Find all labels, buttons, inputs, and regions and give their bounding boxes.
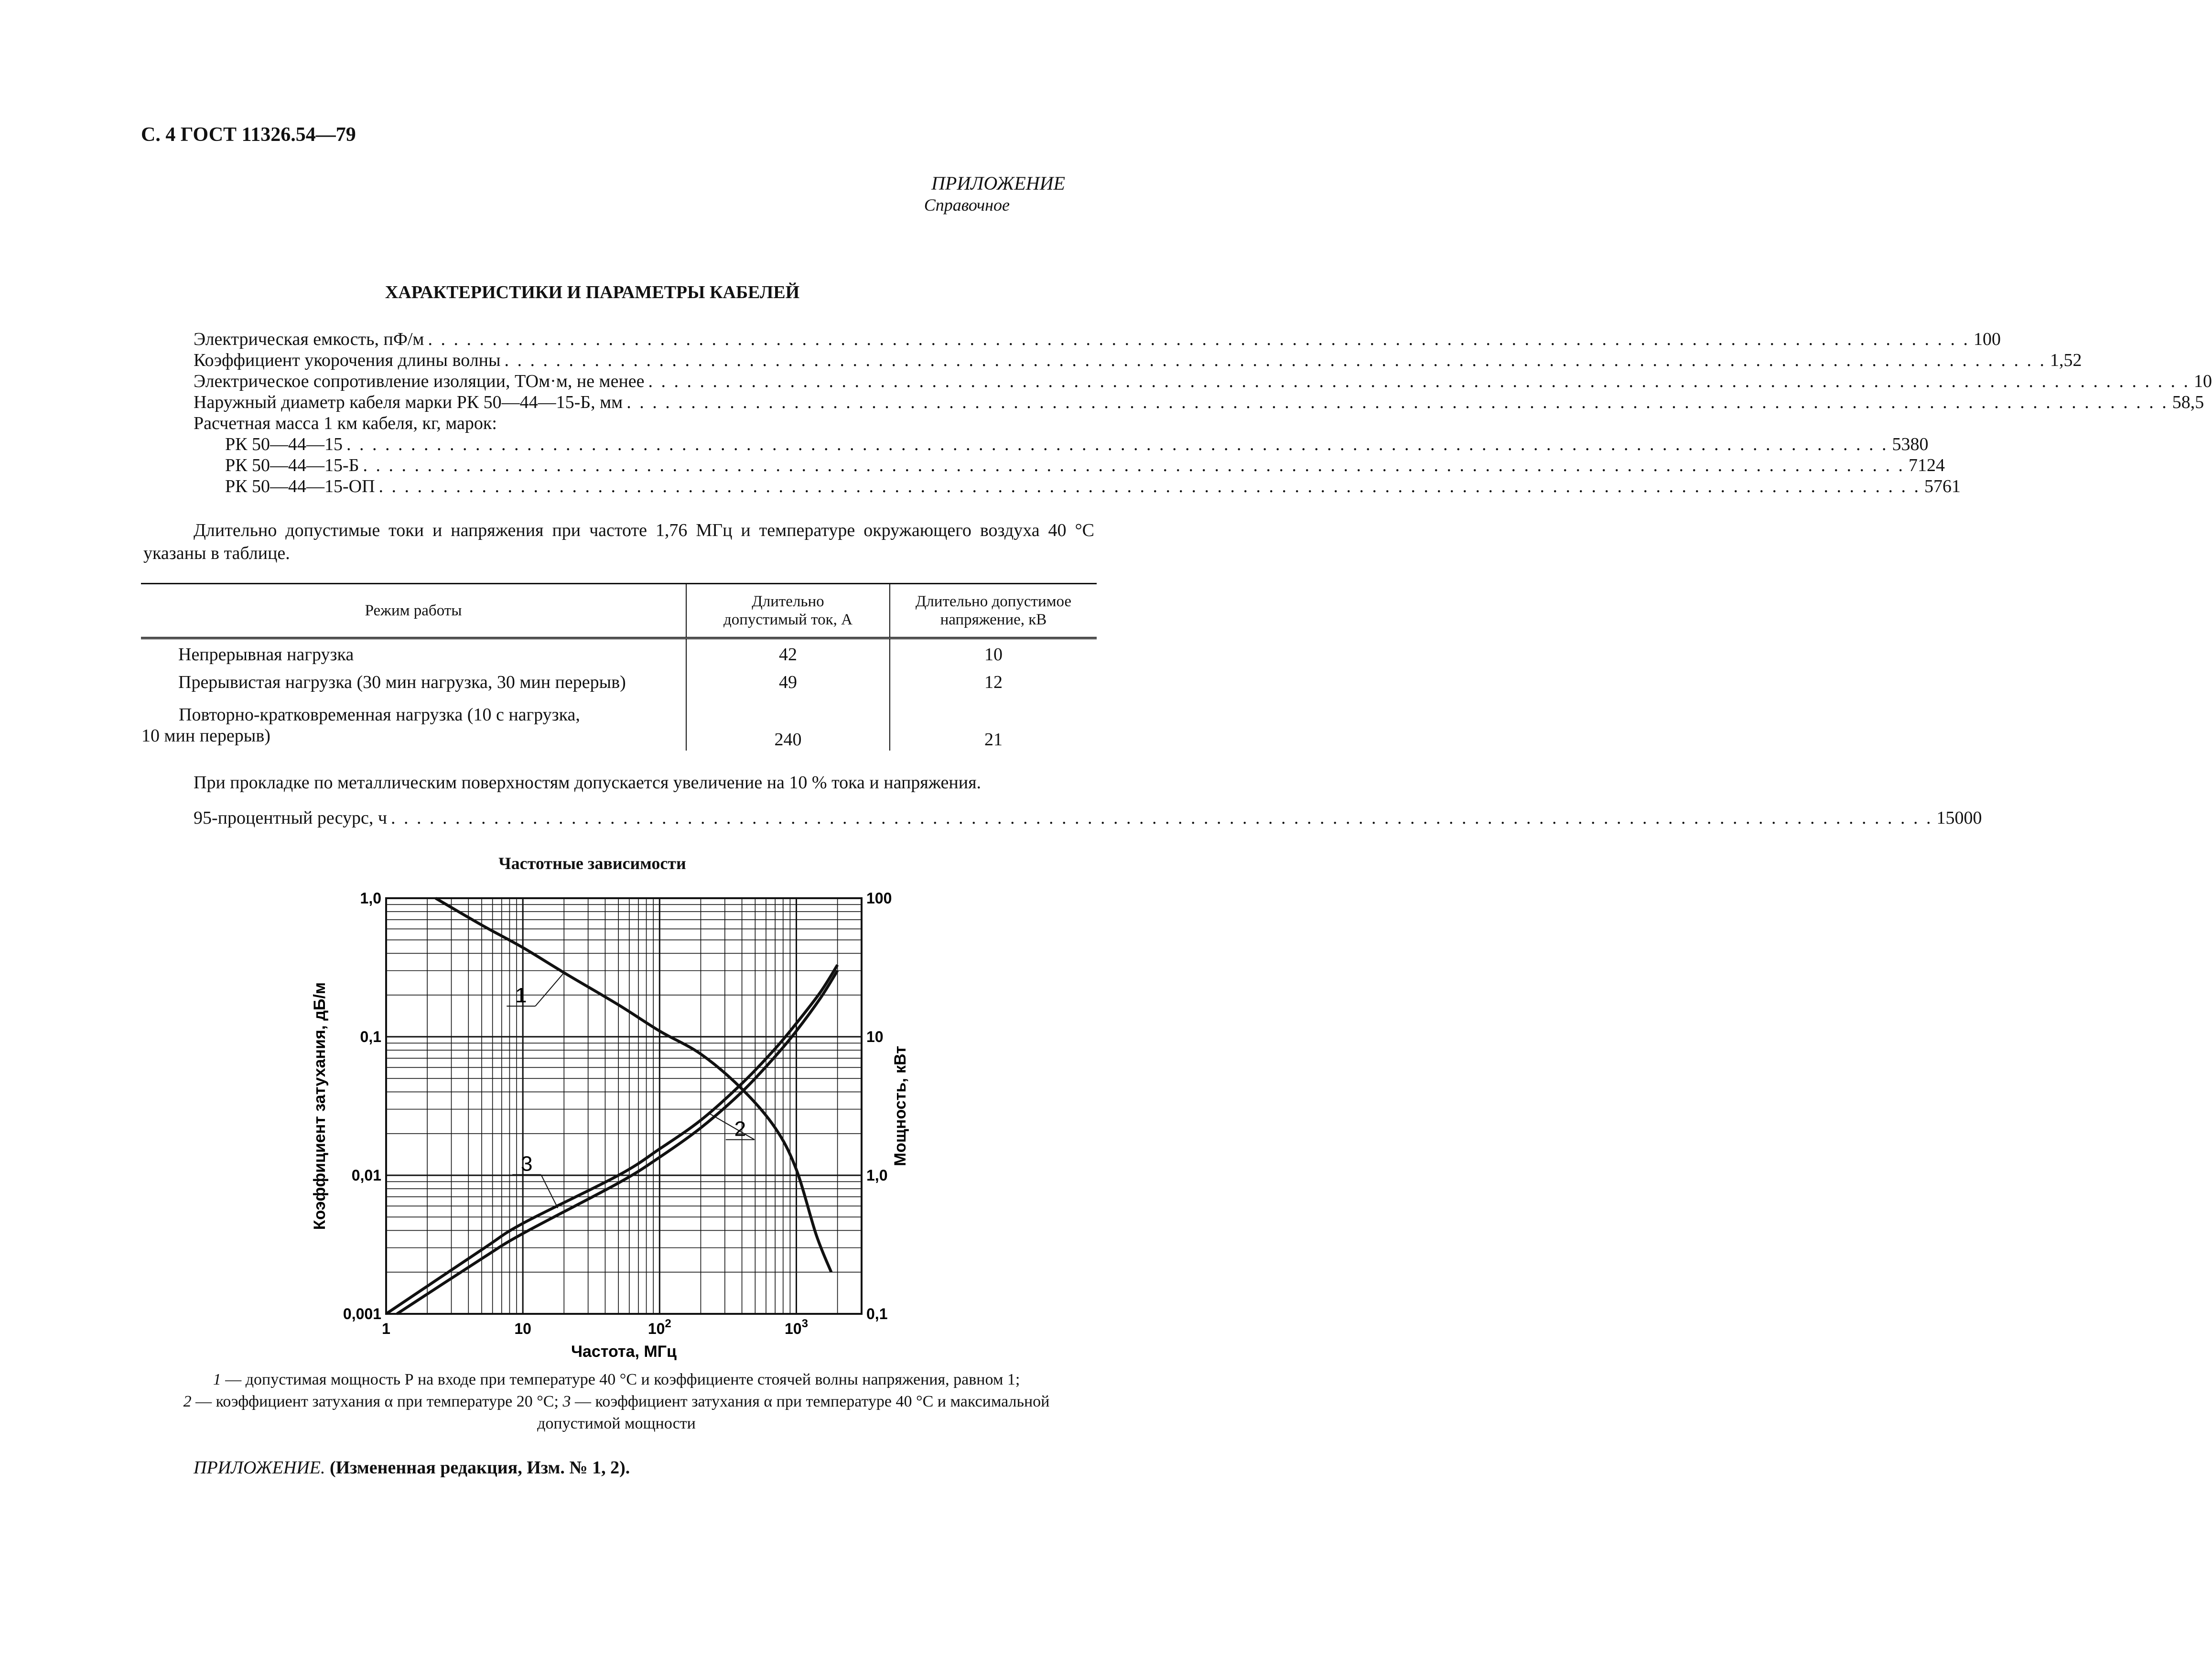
y-left-tick-label: 0,01 [351, 1167, 381, 1184]
x-tick-label: 10 [514, 1320, 531, 1337]
y-left-tick-label: 0,001 [343, 1305, 381, 1322]
y-axis-right-label: Мощность, кВт [891, 1046, 909, 1166]
y-left-tick-label: 0,1 [360, 1028, 381, 1045]
mass-label: РК 50—44—15-Б [225, 455, 359, 475]
footer-bold: (Измененная редакция, Изм. № 1, 2). [329, 1458, 630, 1478]
param-label: Электрическое сопротивление изоляции, ТОм·м, не менее [194, 371, 645, 391]
mass-label: РК 50—44—15 [225, 434, 343, 454]
x-tick-label: $10^3$ [784, 1317, 808, 1337]
series-1-label: 1 [515, 983, 527, 1007]
table-row: Непрерывная нагрузка 42 10 [141, 638, 1097, 672]
y-right-tick-label: 10 [866, 1028, 884, 1045]
series-3-label: 3 [520, 1152, 533, 1176]
frequency-chart [306, 874, 927, 1362]
chart-title: Частотные зависимости [498, 854, 686, 873]
appendix-type: Справочное [924, 195, 1010, 215]
resource-row: 95-процентный ресурс, ч . . . . . . . . . . . . . . . . . . . . . . . . . . . . . . . . . . . . . . . . . . . . . . . . . . . . . . . . . . . . . . . . . . . . . . . . . . . . . . . . . . . . . . . . . . . . . . . . . . . . . . . . . . . . . . . . . . . . . . . . 15000 [194, 808, 1982, 828]
x-tick-label: 1 [382, 1320, 390, 1337]
param-row: Электрическая емкость, пФ/м . . . . . . . . . . . . . . . . . . . . . . . . . . . . . . . . . . . . . . . . . . . . . . . . . . . . . . . . . . . . . . . . . . . . . . . . . . . . . . . . . . . . . . . . . . . . . . . . . . . . . . . . . . . . . . . . . . . . . . . . 100 [194, 329, 2001, 349]
y-right-tick-label: 100 [866, 890, 892, 907]
mass-heading: Расчетная масса 1 км кабеля, кг, марок: [194, 413, 497, 433]
table-row: Прерывистая нагрузка (30 мин нагрузка, 30 мин перерыв) 49 12 [141, 671, 1097, 704]
y-right-tick-label: 1,0 [866, 1167, 888, 1184]
leader-line [541, 1175, 558, 1208]
param-row: Электрическое сопротивление изоляции, ТОм·м, не менее . . . . . . . . . . . . . . . . . . . . . . . . . . . . . . . . . . . . . . . . . . . . . . . . . . . . . . . . . . . . . . . . . . . . . . . . . . . . . . . . . . . . . . . . . . . . . . . . . . . . . . . . . . . . . . . . . . . . . . . . 10 [194, 371, 2212, 391]
param-row: Наружный диаметр кабеля марки РК 50—44—15-Б, мм . . . . . . . . . . . . . . . . . . . . . . . . . . . . . . . . . . . . . . . . . . . . . . . . . . . . . . . . . . . . . . . . . . . . . . . . . . . . . . . . . . . . . . . . . . . . . . . . . . . . . . . . . . . . . . . . . . . . . . . . 58,5 [194, 392, 2204, 412]
currents-table [141, 583, 1097, 751]
mass-row: РК 50—44—15-ОП . . . . . . . . . . . . . . . . . . . . . . . . . . . . . . . . . . . . . . . . . . . . . . . . . . . . . . . . . . . . . . . . . . . . . . . . . . . . . . . . . . . . . . . . . . . . . . . . . . . . . . . . . . . . . . . . . . . . . . . . 5761 [194, 476, 939, 497]
param-row: Коэффициент укорочения длины волны . . . . . . . . . . . . . . . . . . . . . . . . . . . . . . . . . . . . . . . . . . . . . . . . . . . . . . . . . . . . . . . . . . . . . . . . . . . . . . . . . . . . . . . . . . . . . . . . . . . . . . . . . . . . . . . . . . . . . . . . 1,52 [194, 350, 2082, 370]
resource-value: 15000 [1936, 808, 1982, 828]
mass-value: 5380 [1892, 434, 1929, 454]
resource-label: 95-процентный ресурс, ч [194, 808, 387, 828]
page-header: С. 4 ГОСТ 11326.54—79 [141, 124, 356, 146]
series-2-label: 2 [734, 1117, 746, 1141]
param-value: 100 [1973, 329, 2001, 349]
footer-note [194, 1457, 630, 1478]
chart-grid [386, 898, 862, 1314]
param-label: Наружный диаметр кабеля марки РК 50—44—15-Б, мм [194, 392, 623, 412]
chart-ticks [343, 890, 892, 1337]
column-header-mode: Режим работы [141, 584, 686, 638]
chart-curves [386, 898, 838, 1314]
mass-value: 5761 [1924, 476, 1961, 496]
param-label: Коэффициент укорочения длины волны [194, 350, 501, 370]
y-right-tick-label: 0,1 [866, 1305, 888, 1322]
intro-paragraph: Длительно допустимые токи и напряжения при частоте 1,76 МГц и температуре окружающего воздуха 40 °С указаны в таблице. [143, 520, 1094, 563]
appendix-label: ПРИЛОЖЕНИЕ [931, 172, 1065, 194]
y-left-tick-label: 1,0 [360, 890, 381, 907]
mass-row: РК 50—44—15-Б . . . . . . . . . . . . . . . . . . . . . . . . . . . . . . . . . . . . . . . . . . . . . . . . . . . . . . . . . . . . . . . . . . . . . . . . . . . . . . . . . . . . . . . . . . . . . . . . . . . . . . . . . . . . . . . . . . . . . . . . 7124 [194, 455, 939, 476]
table-header-row [141, 584, 1097, 638]
mass-row: РК 50—44—15 . . . . . . . . . . . . . . . . . . . . . . . . . . . . . . . . . . . . . . . . . . . . . . . . . . . . . . . . . . . . . . . . . . . . . . . . . . . . . . . . . . . . . . . . . . . . . . . . . . . . . . . . . . . . . . . . . . . . . . . . 5380 [194, 434, 939, 455]
series-1-line [436, 898, 831, 1272]
param-value: 10 [2194, 371, 2212, 391]
footer-italic: ПРИЛОЖЕНИЕ. [194, 1458, 325, 1478]
column-header-current: Длительно допустимый ток, А [686, 584, 890, 638]
page-title: ХАРАКТЕРИСТИКИ И ПАРАМЕТРЫ КАБЕЛЕЙ [385, 282, 800, 302]
column-header-voltage: Длительно допустимое напряжение, кВ [890, 584, 1097, 638]
y-axis-left-label: Коэффициент затухания, дБ/м [311, 982, 329, 1230]
param-value: 1,52 [2050, 350, 2082, 370]
leader-line [535, 973, 564, 1006]
table-row: Повторно-кратковременная нагрузка (10 с нагрузка, 10 мин перерыв) 240 21 [141, 704, 1097, 751]
mass-value: 7124 [1908, 455, 1945, 475]
param-label: Электрическая емкость, пФ/м [194, 329, 424, 349]
x-tick-label: $10^2$ [647, 1317, 671, 1337]
mass-label: РК 50—44—15-ОП [225, 476, 375, 496]
series-2-line [386, 965, 838, 1314]
parameters-list [194, 329, 2212, 497]
param-value: 58,5 [2172, 392, 2204, 412]
chart-caption: 1 — допустимая мощность Р на входе при температуре 40 °С и коэффициенте стоячей волны напряжения, равном 1; 2 — коэффициент затухания α при температуре 20 °С; 3 — коэффициент затухания α при температуре 40 °С и максимальной допустимой мощности [183, 1371, 1050, 1432]
leader-line [709, 1113, 755, 1139]
x-axis-label: Частота, МГц [571, 1343, 677, 1361]
note-paragraph: При прокладке по металлическим поверхностям допускается увеличение на 10 % тока и напряжения. [194, 773, 982, 793]
